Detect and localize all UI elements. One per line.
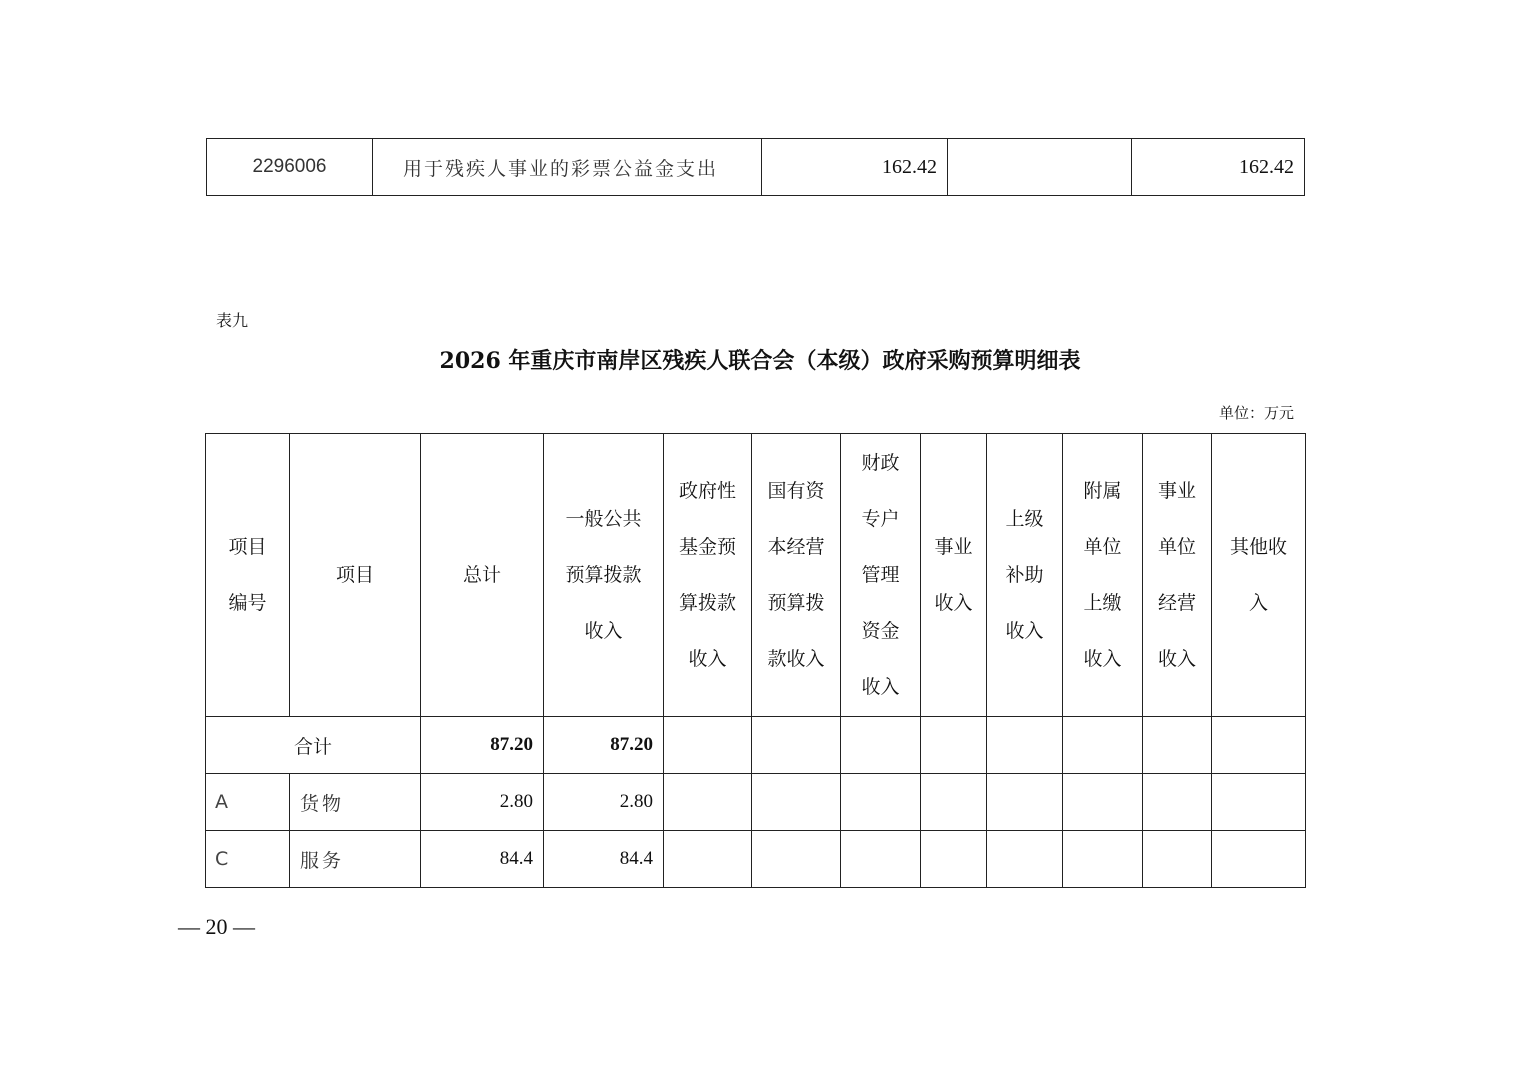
- empty-cell: [1143, 774, 1212, 831]
- empty-cell: [1063, 831, 1143, 888]
- column-header-line: 收入: [1005, 620, 1044, 642]
- column-header: [1143, 434, 1212, 717]
- column-header-line: 入: [1248, 592, 1268, 614]
- column-header-line: 项目: [335, 564, 374, 586]
- empty-cell: [841, 774, 921, 831]
- general-budget-amount-cell: 84.4: [544, 831, 664, 888]
- column-header-line: 单位: [1083, 536, 1122, 558]
- total-label: 合计: [206, 717, 421, 774]
- column-header-line: 算拨款: [678, 592, 736, 614]
- column-header: [421, 434, 544, 717]
- column-header-line: 款收入: [767, 648, 825, 670]
- table-number-label: 表九: [216, 311, 249, 330]
- empty-cell: [1212, 774, 1306, 831]
- column-header-line: 补助: [1005, 564, 1044, 586]
- empty-cell: [752, 717, 841, 774]
- column-header-line: 收入: [934, 592, 973, 614]
- column-header: [664, 434, 752, 717]
- column-header-line: 上缴: [1083, 592, 1122, 614]
- empty-cell: [664, 831, 752, 888]
- page-number: — 20 —: [178, 914, 255, 939]
- column-header-line: 预算拨款: [565, 564, 642, 586]
- item-name-cell: 货物: [290, 774, 421, 831]
- column-header: [290, 434, 421, 717]
- column-header-line: 附属: [1083, 480, 1122, 502]
- column-header-line: 编号: [228, 592, 267, 614]
- unit-label: 单位：万元: [1218, 404, 1294, 422]
- table-title: 2026 年重庆市南岸区残疾人联合会（本级）政府采购预算明细表: [439, 348, 1081, 374]
- column-header-line: 收入: [1083, 648, 1122, 670]
- column-header: [987, 434, 1063, 717]
- column-header-line: 基金预: [678, 536, 736, 558]
- total-amount-cell: 87.20: [421, 717, 544, 774]
- column-header-line: 收入: [584, 620, 623, 642]
- empty-cell: [987, 774, 1063, 831]
- empty-cell: [987, 831, 1063, 888]
- total-amount-cell: 2.80: [421, 774, 544, 831]
- amount-cell: 162.42: [1132, 139, 1305, 196]
- table-row: [206, 831, 1306, 888]
- empty-cell: [841, 831, 921, 888]
- empty-cell: [987, 717, 1063, 774]
- total-amount-cell: 84.4: [421, 831, 544, 888]
- column-header-line: 本经营: [767, 536, 825, 558]
- column-header-line: 经营: [1157, 592, 1196, 614]
- item-code-cell: A: [206, 774, 290, 831]
- function-name-cell: 用于残疾人事业的彩票公益金支出: [373, 139, 762, 196]
- column-header-line: 其他收: [1229, 536, 1287, 558]
- column-header: [544, 434, 664, 717]
- column-header: [921, 434, 987, 717]
- empty-cell: [1063, 774, 1143, 831]
- empty-cell: [1143, 831, 1212, 888]
- empty-cell: [752, 831, 841, 888]
- column-header-line: 预算拨: [767, 592, 825, 614]
- column-header-line: 单位: [1157, 536, 1196, 558]
- total-row: [206, 717, 1306, 774]
- empty-cell: [921, 831, 987, 888]
- column-header-line: 上级: [1005, 508, 1044, 530]
- empty-cell: [752, 774, 841, 831]
- column-header: [206, 434, 290, 717]
- table-row: [206, 774, 1306, 831]
- column-header-line: 财政: [861, 452, 900, 474]
- empty-cell: [921, 774, 987, 831]
- function-code-cell: 2296006: [207, 139, 373, 196]
- empty-cell: [1143, 717, 1212, 774]
- amount-cell: 162.42: [762, 139, 948, 196]
- column-header: [841, 434, 921, 717]
- general-budget-amount-cell: 2.80: [544, 774, 664, 831]
- empty-cell: [921, 717, 987, 774]
- column-header-line: 一般公共: [565, 508, 642, 530]
- item-code-cell: C: [206, 831, 290, 888]
- header-row: [206, 434, 1306, 717]
- empty-cell: [1212, 831, 1306, 888]
- procurement-budget-table: [205, 433, 1306, 888]
- column-header-line: 收入: [861, 676, 900, 698]
- column-header: [752, 434, 841, 717]
- column-header-line: 管理: [861, 564, 900, 586]
- column-header-line: 收入: [688, 648, 727, 670]
- empty-cell: [841, 717, 921, 774]
- column-header-line: 事业: [1157, 480, 1196, 502]
- empty-cell: [664, 717, 752, 774]
- empty-cell: [664, 774, 752, 831]
- column-header-line: 总计: [462, 564, 501, 586]
- column-header-line: 国有资: [767, 480, 825, 502]
- column-header-line: 项目: [228, 536, 267, 558]
- empty-cell: [1212, 717, 1306, 774]
- column-header-line: 事业: [934, 536, 973, 558]
- amount-cell: [948, 139, 1132, 196]
- column-header-line: 收入: [1157, 648, 1196, 670]
- general-budget-amount-cell: 87.20: [544, 717, 664, 774]
- column-header-line: 资金: [861, 620, 900, 642]
- item-name-cell: 服务: [290, 831, 421, 888]
- previous-table: [206, 138, 1305, 196]
- table-row: [207, 139, 1305, 196]
- column-header-line: 政府性: [678, 480, 736, 502]
- column-header-line: 专户: [861, 508, 900, 530]
- column-header: [1063, 434, 1143, 717]
- empty-cell: [1063, 717, 1143, 774]
- column-header: [1212, 434, 1306, 717]
